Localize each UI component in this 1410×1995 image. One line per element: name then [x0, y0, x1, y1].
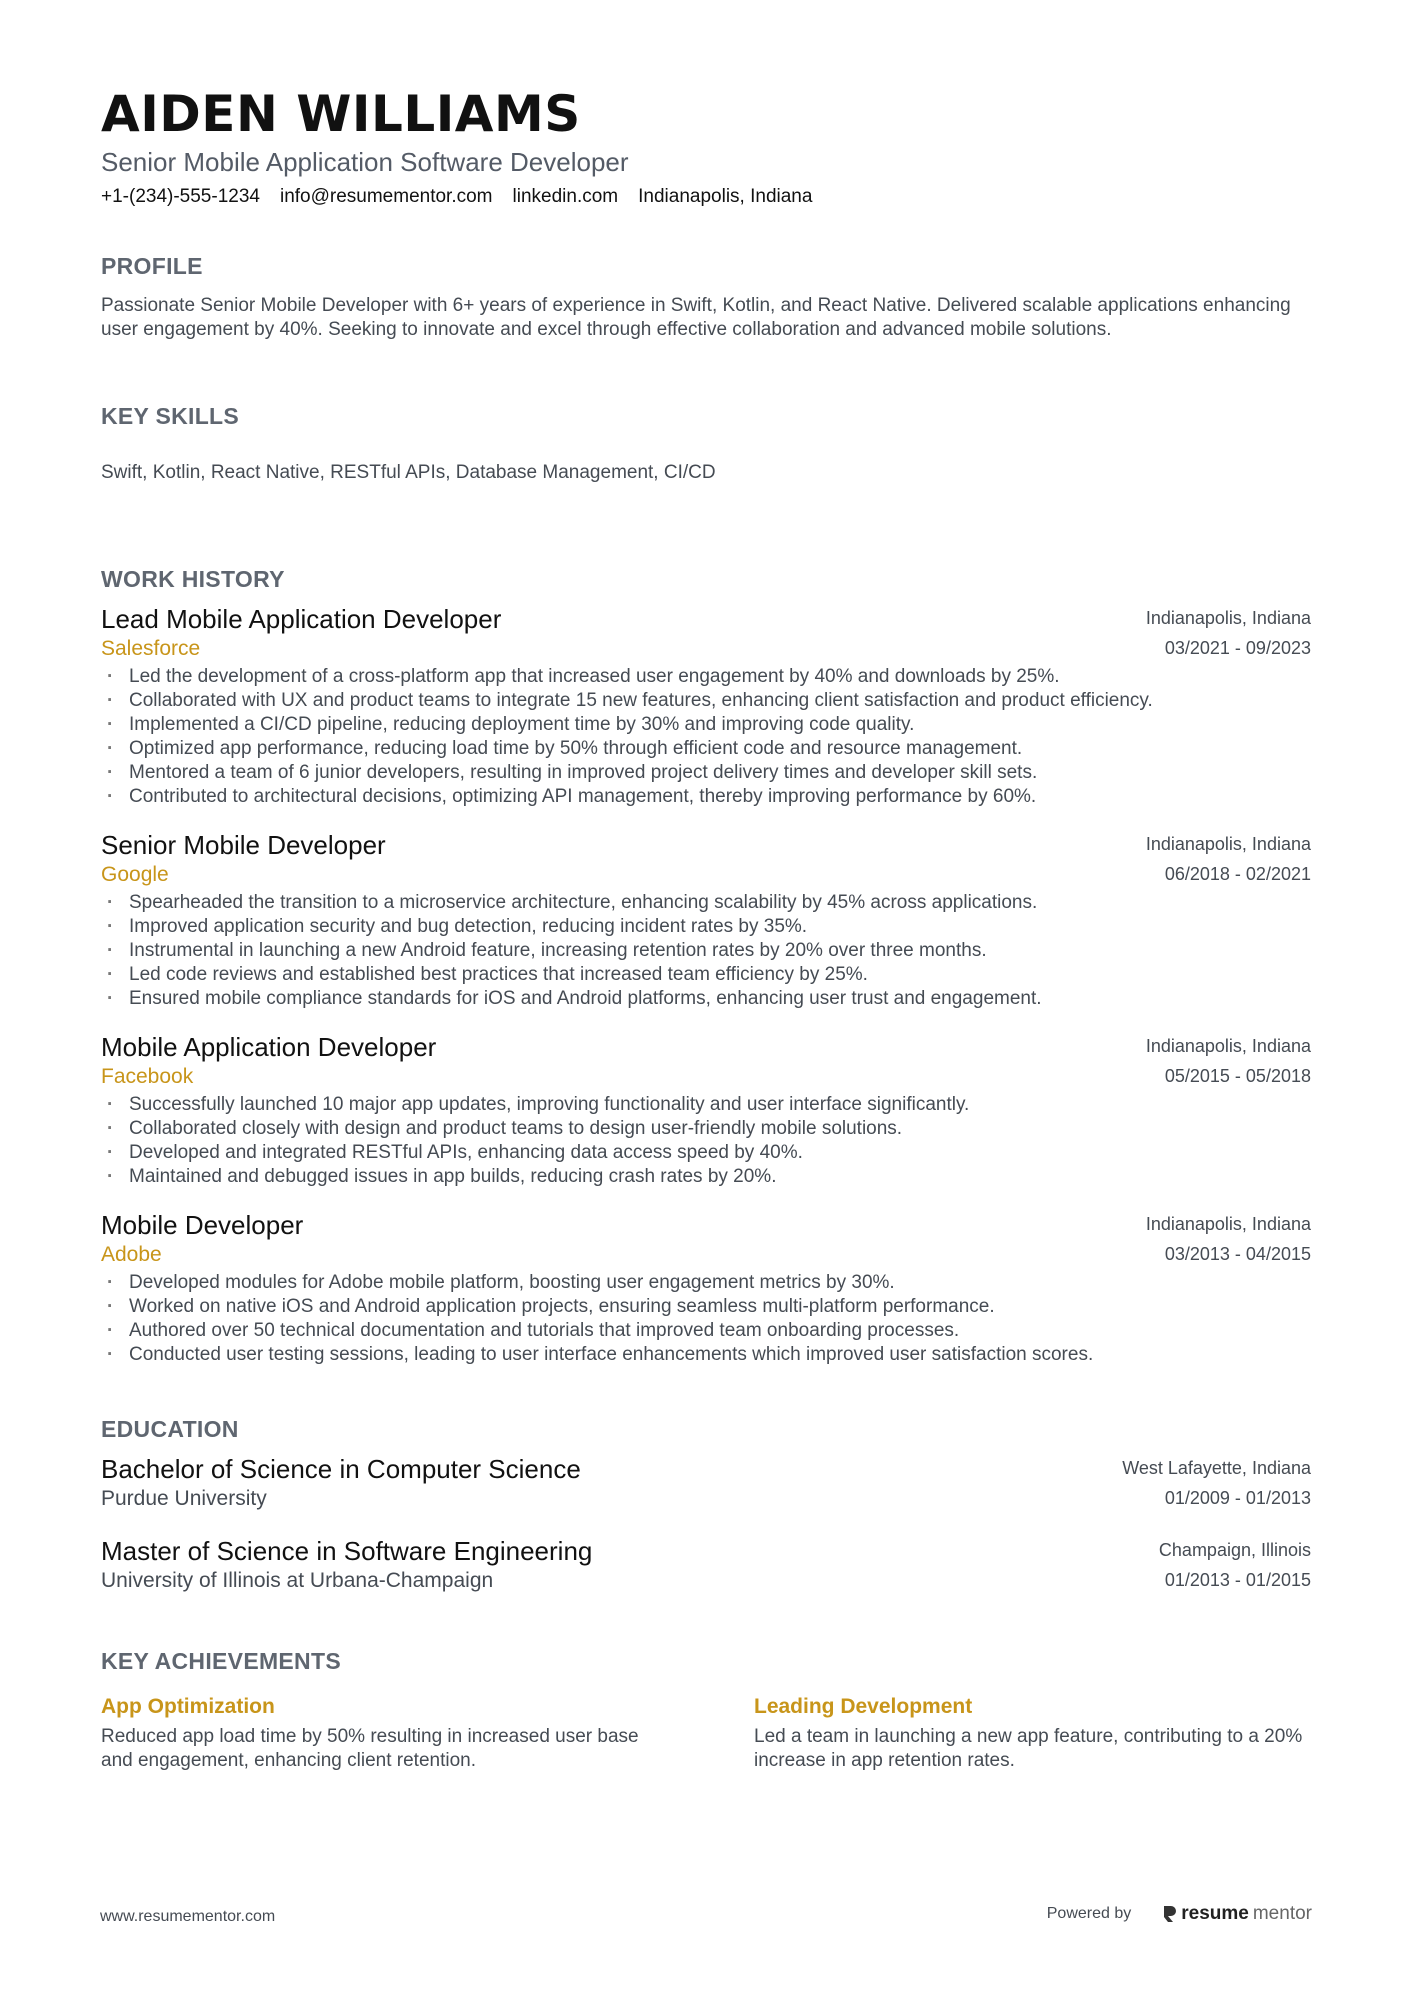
school-name: University of Illinois at Urbana-Champaign [101, 1569, 494, 1592]
job-entry [101, 829, 1311, 1011]
section-title-skills: KEY SKILLS [101, 403, 240, 429]
job-company: Adobe [101, 1243, 162, 1266]
job-dates: 03/2013 - 04/2015 [1164, 1244, 1311, 1264]
job-bullet: · Collaborated with UX and product teams to integrate 15 new features, enhancing client satisfaction and product efficiency. [101, 689, 1311, 713]
job-bullet: · Maintained and debugged issues in app builds, reducing crash rates by 20%. [101, 1165, 1311, 1189]
job-entry [101, 603, 1311, 809]
contact-linkedin[interactable]: linkedin.com [512, 186, 619, 207]
job-bullet: · Authored over 50 technical documentation and tutorials that improved team onboarding processes. [101, 1319, 1311, 1343]
job-location: Indianapolis, Indiana [1145, 608, 1311, 628]
achievement-text: Led a team in launching a new app feature, contributing to a 20% increase in app retention rates. [754, 1726, 1303, 1771]
job-title: Senior Mobile Developer [101, 830, 386, 860]
job-location: Indianapolis, Indiana [1145, 1036, 1311, 1056]
achievement-title: App Optimization [101, 1695, 275, 1718]
brand-name-light: mentor [1252, 1903, 1312, 1924]
work-history-section [101, 565, 1311, 1367]
contact-line [101, 184, 1311, 210]
job-company: Google [101, 863, 169, 886]
job-title: Lead Mobile Application Developer [101, 604, 502, 634]
achievements-grid [101, 1693, 1311, 1773]
job-location: Indianapolis, Indiana [1145, 834, 1311, 854]
education-section [101, 1415, 1311, 1595]
skills-text: Swift, Kotlin, React Native, RESTful APIs, Database Management, CI/CD [101, 462, 716, 483]
brand-name-strong: resume [1181, 1903, 1249, 1924]
job-bullet: · Implemented a CI/CD pipeline, reducing deployment time by 30% and improving code quality. [101, 713, 1311, 737]
job-dates: 05/2015 - 05/2018 [1164, 1066, 1311, 1086]
section-title-profile: PROFILE [101, 253, 203, 279]
job-bullets [101, 1271, 1311, 1367]
job-bullet: · Improved application security and bug detection, reducing incident rates by 35%. [101, 915, 1311, 939]
achievement-text: Reduced app load time by 50% resulting in increased user base and engagement, enhancing client retention. [101, 1726, 639, 1771]
contact-email[interactable]: info@resumementor.com [279, 186, 493, 207]
job-bullet: · Ensured mobile compliance standards for iOS and Android platforms, enhancing user trust and engagement. [101, 987, 1311, 1011]
job-bullet: · Worked on native iOS and Android application projects, ensuring seamless multi-platform performance. [101, 1295, 1311, 1319]
job-dates: 03/2021 - 09/2023 [1164, 638, 1311, 658]
candidate-headline: Senior Mobile Application Software Developer [101, 147, 629, 177]
job-bullets [101, 891, 1311, 1011]
job-bullet: · Contributed to architectural decisions, optimizing API management, thereby improving performance by 60%. [101, 785, 1311, 809]
job-title: Mobile Application Developer [101, 1032, 437, 1062]
job-bullet: · Conducted user testing sessions, leading to user interface enhancements which improved user satisfaction scores. [101, 1343, 1311, 1367]
job-bullet: · Successfully launched 10 major app updates, improving functionality and user interface significantly. [101, 1093, 1311, 1117]
education-entry [101, 1453, 1311, 1513]
job-bullet: · Instrumental in launching a new Android feature, increasing retention rates by 20% over three months. [101, 939, 1311, 963]
job-bullet: · Spearheaded the transition to a microservice architecture, enhancing scalability by 45% across applications. [101, 891, 1311, 915]
resume-content [101, 84, 1311, 1773]
job-location: Indianapolis, Indiana [1145, 1214, 1311, 1234]
section-title-work: WORK HISTORY [101, 566, 285, 592]
achievement-title: Leading Development [754, 1695, 973, 1718]
job-title: Mobile Developer [101, 1210, 304, 1240]
contact-phone[interactable]: +1-(234)-555-1234 [101, 186, 260, 207]
degree-title: Master of Science in Software Engineering [101, 1536, 593, 1566]
education-entry [101, 1535, 1311, 1595]
education-dates: 01/2013 - 01/2015 [1164, 1570, 1311, 1590]
education-location: Champaign, Illinois [1158, 1540, 1311, 1560]
job-dates: 06/2018 - 02/2021 [1164, 864, 1311, 884]
school-name: Purdue University [101, 1487, 267, 1510]
job-bullet: · Mentored a team of 6 junior developers, resulting in improved project delivery times and developer skill sets. [101, 761, 1311, 785]
job-bullet: · Led code reviews and established best practices that increased team efficiency by 25%. [101, 963, 1311, 987]
section-title-education: EDUCATION [101, 1416, 239, 1442]
job-bullet: · Developed and integrated RESTful APIs, enhancing data access speed by 40%. [101, 1141, 1311, 1165]
profile-text: Passionate Senior Mobile Developer with 6+ years of experience in Swift, Kotlin, and React Native. Delivered scalable applications enhancing user engagement by 40%. Seeking to innovate and excel through effective collaboration and advanced mobile solutions. [101, 295, 1291, 340]
education-location: West Lafayette, Indiana [1122, 1458, 1311, 1478]
job-entry [101, 1031, 1311, 1189]
achievement-item [101, 1693, 658, 1773]
footer-branding [1047, 1903, 1312, 1925]
job-company: Facebook [101, 1065, 194, 1088]
job-bullet: · Developed modules for Adobe mobile platform, boosting user engagement metrics by 30%. [101, 1271, 1311, 1295]
job-bullets [101, 1093, 1311, 1189]
powered-by-label: Powered by [1046, 1905, 1132, 1922]
brand-logo[interactable] [1161, 1903, 1312, 1925]
footer-website[interactable]: www.resumementor.com [100, 1908, 276, 1925]
skills-section [101, 402, 1311, 485]
job-bullet: · Optimized app performance, reducing load time by 50% through efficient code and resource management. [101, 737, 1311, 761]
resume-header [101, 84, 1311, 210]
candidate-name: AIDEN WILLIAMS [101, 85, 581, 143]
achievements-section [101, 1647, 1311, 1773]
job-bullets [101, 665, 1311, 809]
education-dates: 01/2009 - 01/2013 [1164, 1488, 1311, 1508]
job-bullet: · Led the development of a cross-platform app that increased user engagement by 40% and downloads by 25%. [101, 665, 1311, 689]
resumementor-logo-icon [1161, 1904, 1177, 1924]
section-title-achievements: KEY ACHIEVEMENTS [101, 1648, 341, 1674]
achievement-item [754, 1693, 1311, 1773]
job-entry [101, 1209, 1311, 1367]
profile-section [101, 252, 1311, 342]
contact-location: Indianapolis, Indiana [638, 186, 813, 207]
degree-title: Bachelor of Science in Computer Science [101, 1454, 581, 1484]
job-company: Salesforce [101, 637, 201, 660]
job-bullet: · Collaborated closely with design and product teams to design user-friendly mobile solutions. [101, 1117, 1311, 1141]
